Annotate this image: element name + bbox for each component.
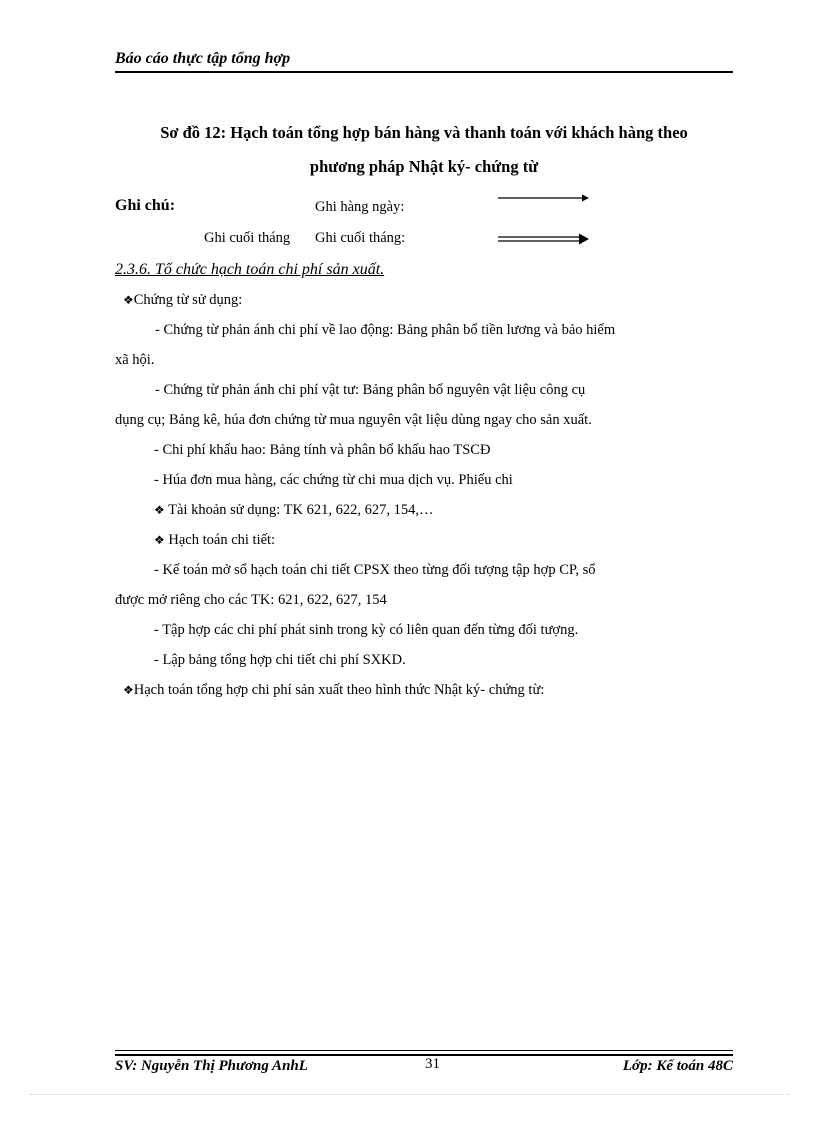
- item-khau-hao: - Chi phí khấu hao: Bảng tính và phân bổ khấu hao TSCĐ: [154, 442, 491, 458]
- bullet-text: Chứng từ sử dụng:: [133, 292, 243, 308]
- page-bottom-divider: [30, 1094, 790, 1095]
- legend-monthend-label: Ghi cuối tháng:: [315, 230, 406, 246]
- item-ke-toan-mo-so-line1: - Kế toán mở sổ hạch toán chi tiết CPSX theo từng đối tượng tập hợp CP, sổ: [154, 562, 596, 578]
- item-vat-tu-line1: - Chứng từ phản ánh chi phí vật tư: Bảng phân bổ nguyên vật liệu công cụ: [155, 382, 586, 398]
- item-hoa-don: - Húa đơn mua hàng, các chứng từ chi mua dịch vụ. Phiếu chi: [154, 472, 513, 488]
- item-lap-bang: - Lập bảng tổng hợp chi tiết chi phí SXKD.: [154, 652, 406, 668]
- diamond-bullet-icon: ❖: [154, 533, 165, 547]
- item-lao-dong-line2: xã hội.: [115, 352, 155, 368]
- single-arrow-icon: [498, 192, 590, 204]
- bullet-text: Hạch toán tổng hợp chi phí sản xuất theo hình thức Nhật ký- chứng từ:: [133, 682, 545, 698]
- bullet-text: Tài khoản sử dụng: TK 621, 622, 627, 154,…: [168, 502, 434, 518]
- footer-class: Lớp: Kế toán 48C: [622, 1058, 733, 1074]
- item-ke-toan-mo-so-line2: được mở riêng cho các TK: 621, 622, 627, 154: [115, 592, 387, 608]
- diagram-title-line1: Sơ đồ 12: Hạch toán tổng hợp bán hàng và thanh toán với khách hàng theo: [160, 123, 688, 142]
- double-arrow-icon: [498, 232, 590, 246]
- footer-rule-thick: [115, 1054, 733, 1056]
- bullet-hach-toan-chi-tiet: [154, 532, 275, 549]
- diamond-bullet-icon: ❖: [154, 503, 165, 517]
- diagram-title-line2: phương pháp Nhật ký- chứng từ: [309, 157, 539, 176]
- diamond-bullet-icon: ❖: [123, 293, 134, 307]
- bullet-text: Hạch toán chi tiết:: [168, 532, 276, 548]
- item-lao-dong-line1: - Chứng từ phản ánh chi phí về lao động: Bảng phân bổ tiền lương và bảo hiểm: [155, 322, 616, 338]
- section-heading: 2.3.6. Tổ chức hạch toán chi phí sản xuất.: [115, 261, 385, 278]
- item-vat-tu-line2: dụng cụ; Bảng kê, húa đơn chứng từ mua nguyên vật liệu dùng ngay cho sản xuất.: [115, 412, 592, 428]
- diamond-bullet-icon: ❖: [123, 683, 134, 697]
- footer-rule-thin: [115, 1050, 733, 1051]
- legend-monthend-prefix: Ghi cuối tháng: [204, 230, 291, 246]
- item-tap-hop: - Tập hợp các chi phí phát sinh trong kỳ có liên quan đến từng đối tượng.: [154, 622, 579, 638]
- bullet-chung-tu: [123, 292, 242, 309]
- bullet-hach-toan-tong-hop: [123, 682, 544, 699]
- footer-student: SV: Nguyễn Thị Phương AnhL: [115, 1058, 308, 1074]
- legend-label: Ghi chú:: [115, 197, 176, 214]
- legend-daily-label: Ghi hàng ngày:: [315, 199, 405, 215]
- header-title: Báo cáo thực tập tổng hợp: [115, 50, 291, 67]
- bullet-tai-khoan: [154, 502, 434, 519]
- header-rule: [115, 71, 733, 73]
- page-number: 31: [425, 1056, 440, 1072]
